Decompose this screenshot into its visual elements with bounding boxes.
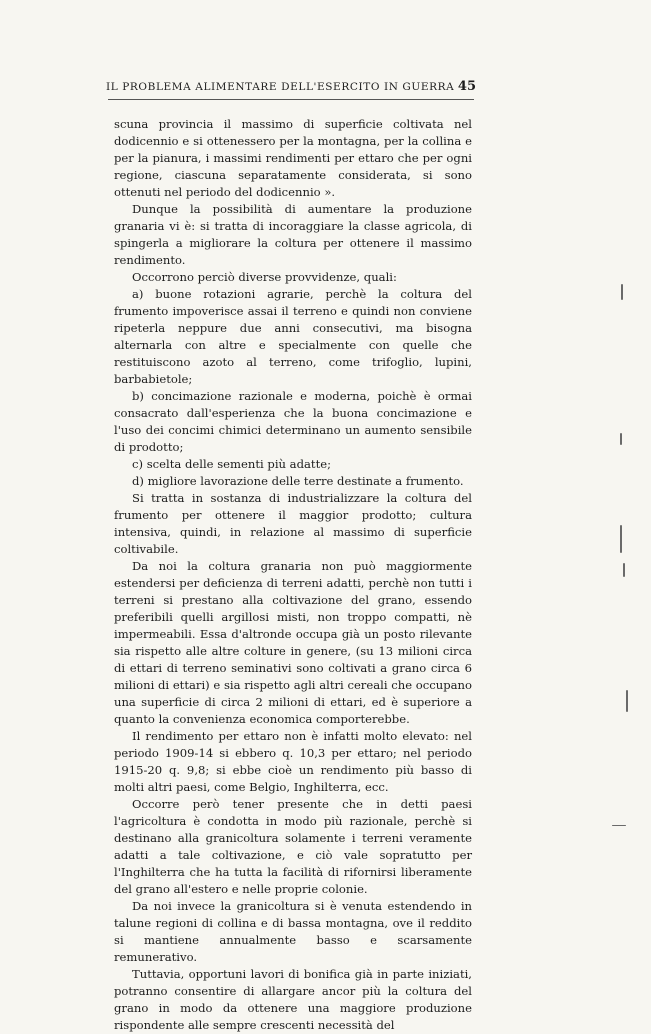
body-text	[114, 116, 472, 1034]
paragraph: Da noi la coltura granaria non può maggiormente estendersi per deficienza di terreni adatti, perchè non tutti i terreni si prestano alla coltivazione del grano, essendo preferibili quelli argillosi misti, non troppo compatti, nè impermeabili. Essa d'altronde occupa già un posto rilevante sia rispetto alle altre colture in genere, (su 13 milioni circa di ettari di terreno seminativi sono coltivati a grano circa 6 milioni di ettari) e sia rispetto agli altri cereali che occupano una superficie di circa 2 milioni di ettari, ed è superiore a quanto la convenienza economica comporterebbe.	[114, 559, 472, 726]
list-item: c) scelta delle sementi più adatte;	[132, 457, 332, 471]
scan-artifact	[623, 563, 625, 577]
page-header	[106, 79, 476, 97]
paragraph: Occorre però tener presente che in detti paesi l'agricoltura è condotta in modo più razionale, perchè si destinano alla granicoltura solamente i terreni veramente adatti a tale coltivazione, e ciò vale sopratutto per l'Inghilterra che ha tutta la facilità di rifornirsi liberamente del grano all'estero e nelle proprie colonie.	[114, 797, 472, 896]
paragraph: Si tratta in sostanza di industrializzare la coltura del frumento per ottenere il maggior prodotto; cultura intensiva, quindi, in relazione al massimo di superficie coltivabile.	[114, 491, 472, 556]
paragraph: Occorrono perciò diverse provvidenze, quali:	[132, 270, 397, 284]
paragraph: Dunque la possibilità di aumentare la produzione granaria vi è: si tratta di incoraggiare la classe agricola, di spingerla a migliorare la coltura per ottenere il massimo rendimento.	[114, 202, 472, 267]
page-number: 45	[457, 79, 476, 94]
scan-artifact	[620, 433, 622, 445]
scan-artifact	[612, 825, 626, 826]
scan-artifact	[620, 525, 622, 553]
paragraph: Il rendimento per ettaro non è infatti molto elevato: nel periodo 1909-14 si ebbero q. 10,3 per ettaro; nel periodo 1915-20 q. 9,8; si ebbe cioè un rendimento più basso di molti altri paesi, come Belgio, Inghilterra, ecc.	[114, 729, 472, 794]
running-title: IL PROBLEMA ALIMENTARE DELL'ESERCITO IN GUERRA	[106, 81, 455, 93]
list-item: b) concimazione razionale e moderna, poichè è ormai consacrato dall'esperienza che la buona concimazione e l'uso dei concimi chimici determinano un aumento sensibile di prodotto;	[114, 389, 472, 454]
list-item: d) migliore lavorazione delle terre destinate a frumento.	[132, 474, 464, 488]
paragraph: Da noi invece la granicoltura si è venuta estendendo in talune regioni di collina e di bassa montagna, ove il reddito si mantiene annualmente basso e scarsamente remunerativo.	[114, 899, 472, 964]
header-rule	[108, 99, 474, 100]
paragraph: scuna provincia il massimo di superficie coltivata nel dodicennio e si ottenessero per la montagna, per la collina e per la pianura, i massimi rendimenti per ettaro che per ogni regione, ciascuna separatamente considerata, si sono ottenuti nel periodo del dodicennio ».	[114, 117, 472, 199]
scan-artifact	[621, 284, 623, 300]
paragraph: Tuttavia, opportuni lavori di bonifica già in parte iniziati, potranno consentire di allargare ancor più la coltura del grano in modo da ottenere una maggiore produzione rispondente alle sempre crescenti necessità del	[114, 967, 472, 1032]
list-item: a) buone rotazioni agrarie, perchè la coltura del frumento impoverisce assai il terreno e quindi non conviene ripeterla neppure due anni consecutivi, ma bisogna alternarla con altre e specialmente con quelle che restituiscono azoto al terreno, come trifoglio, lupini, barbabietole;	[114, 287, 472, 386]
scan-artifact	[626, 690, 628, 712]
